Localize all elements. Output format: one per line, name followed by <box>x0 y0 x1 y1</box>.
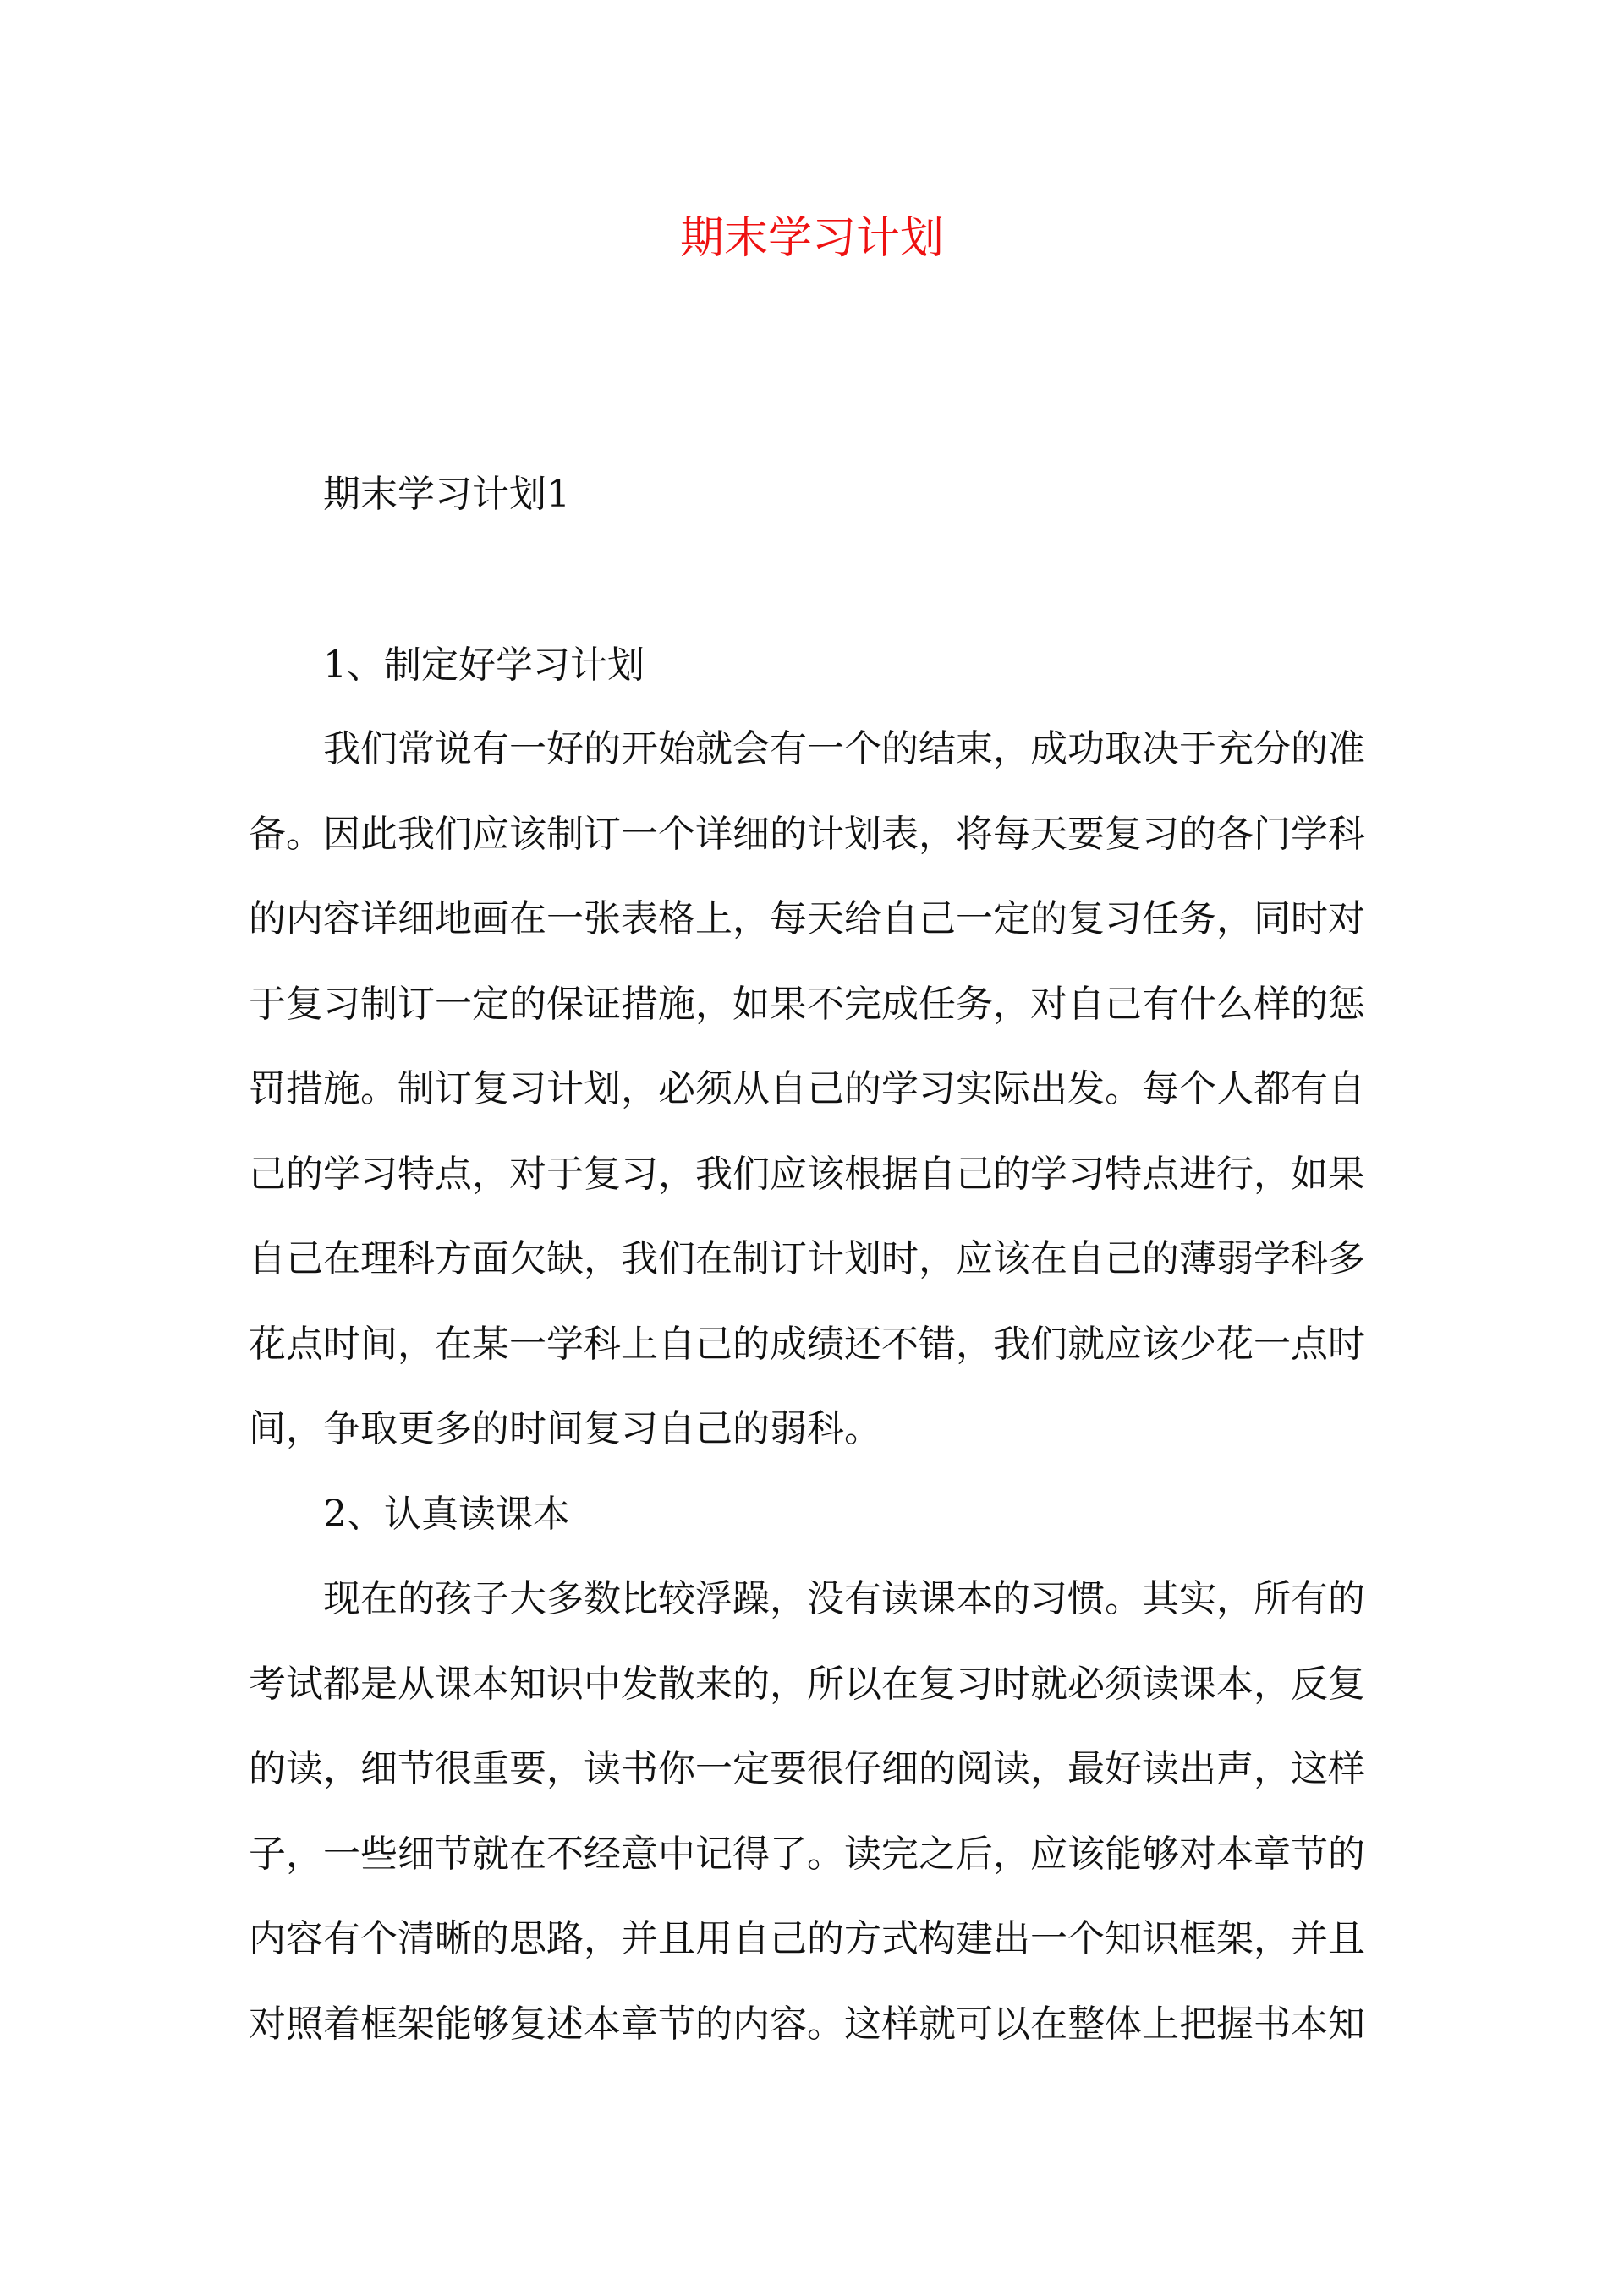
paragraph-line: 对照着框架能够复述本章节的内容。这样就可以在整体上把握书本知 <box>249 2003 1365 2046</box>
paragraph-line: 自己在理科方面欠缺，我们在制订计划时，应该在自己的薄弱学科多 <box>249 1237 1365 1280</box>
paragraph-line: 子，一些细节就在不经意中记得了。读完之后，应该能够对本章节的 <box>249 1833 1365 1876</box>
paragraph-line: 我们常说有一好的开始就会有一个的结束，成功取决于充分的准 <box>323 727 1365 770</box>
paragraph-line: 罚措施。制订复习计划，必须从自己的学习实际出发。每个人都有自 <box>249 1067 1365 1110</box>
paragraph-line: 间，争取更多的时间复习自己的弱科。 <box>249 1407 881 1450</box>
paragraph-line: 己的学习特点，对于复习，我们应该根据自己的学习特点进行，如果 <box>249 1153 1365 1196</box>
paragraph-line: 的读，细节很重要，读书你一定要很仔细的阅读，最好读出声，这样 <box>249 1747 1365 1790</box>
section-1-heading: 1、制定好学习计划 <box>323 644 645 687</box>
section-2-heading: 2、认真读课本 <box>323 1493 570 1536</box>
paragraph-line: 内容有个清晰的思路，并且用自己的方式构建出一个知识框架，并且 <box>249 1917 1365 1960</box>
paragraph-line: 的内容详细地画在一张表格上，每天给自己一定的复习任务，同时对 <box>249 897 1365 940</box>
paragraph-line: 备。因此我们应该制订一个详细的计划表，将每天要复习的各门学科 <box>249 813 1365 856</box>
paragraph-line: 于复习制订一定的保证措施，如果不完成任务，对自己有什么样的惩 <box>249 983 1365 1026</box>
paragraph-line: 花点时间，在某一学科上自己的成绩还不错，我们就应该少花一点时 <box>249 1323 1365 1366</box>
document-subtitle: 期末学习计划1 <box>323 473 570 516</box>
document-title: 期末学习计划 <box>679 213 944 264</box>
paragraph-line: 考试都是从课本知识中发散来的，所以在复习时就必须读课本，反复 <box>249 1663 1365 1706</box>
paragraph-line: 现在的孩子大多数比较浮躁，没有读课本的习惯。其实，所有的 <box>323 1577 1365 1620</box>
